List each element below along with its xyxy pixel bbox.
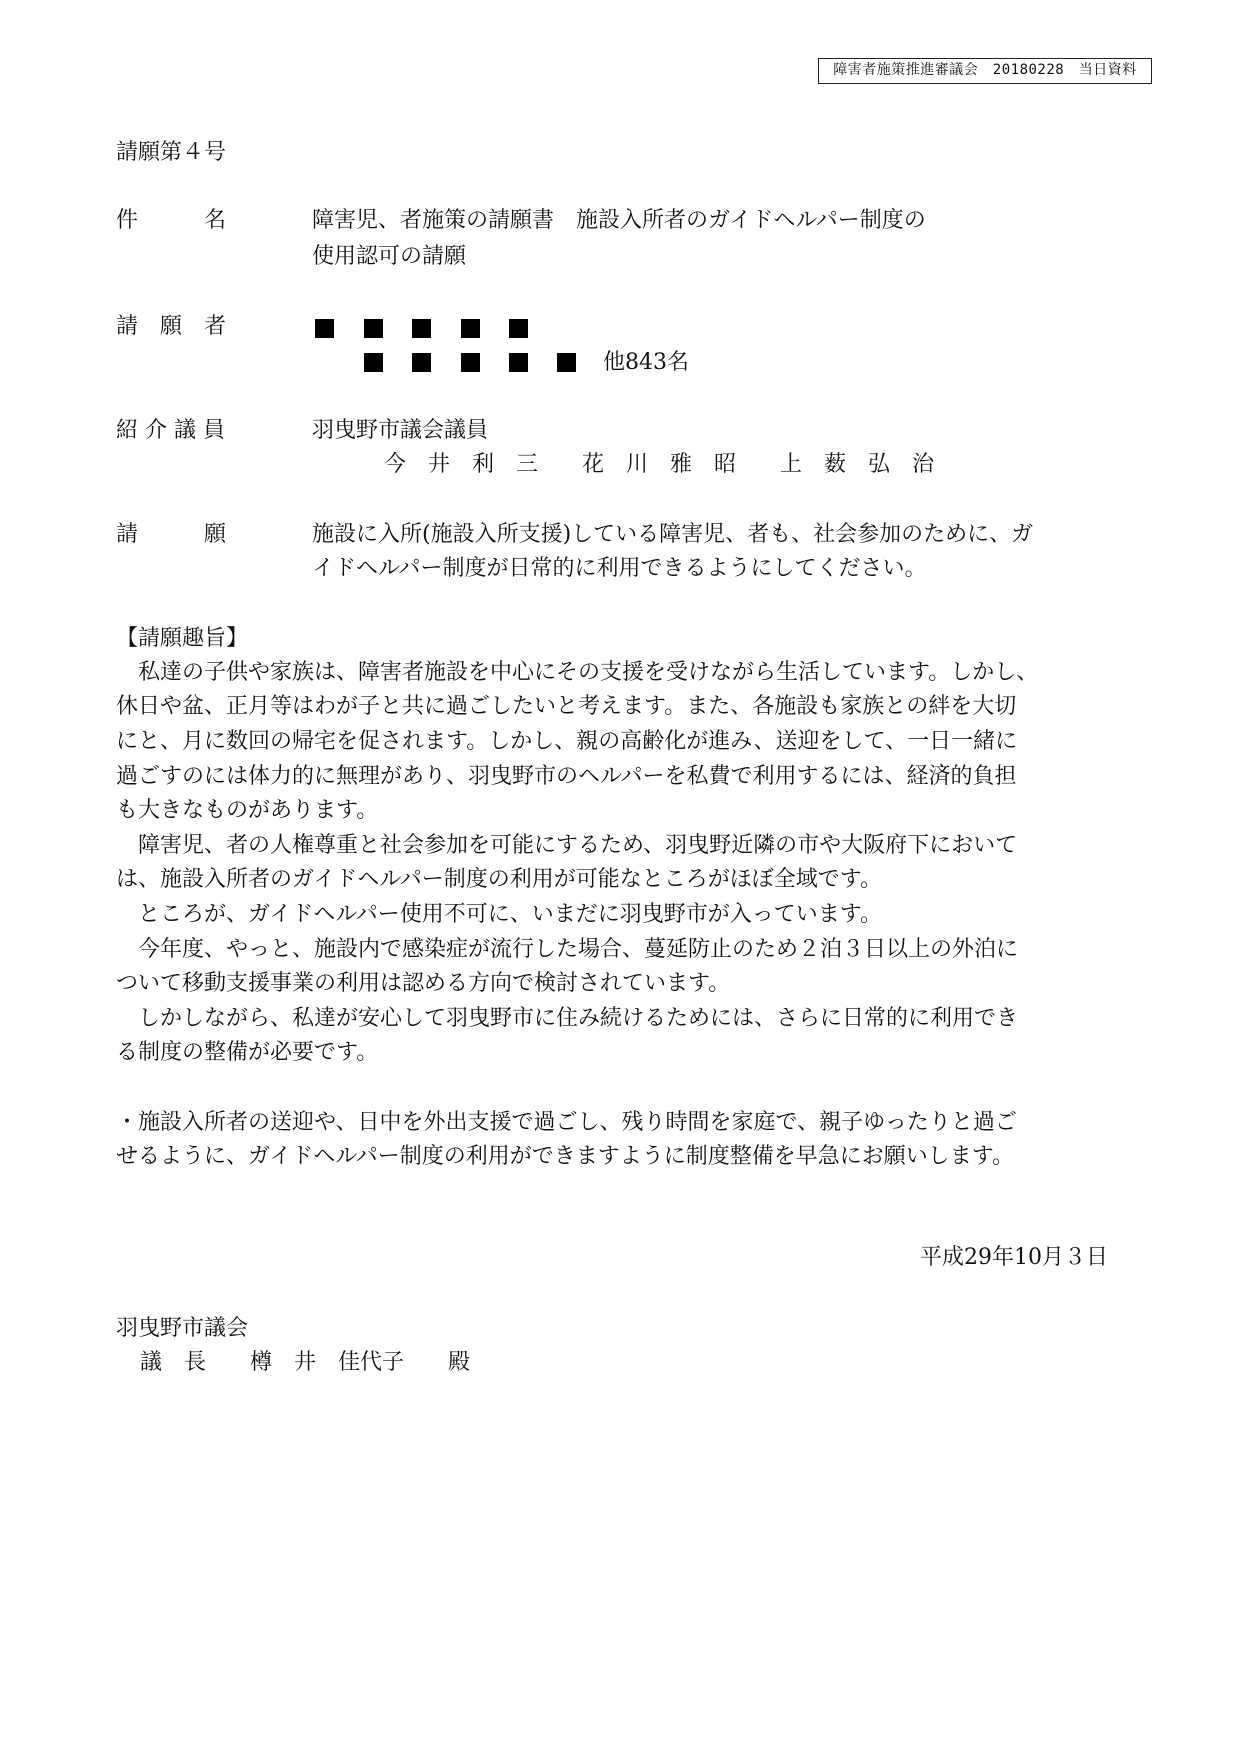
request-line-1: 施設に入所(施設入所支援)している障害児、者も、社会参加のために、ガ bbox=[312, 522, 1034, 547]
petitioner-others: 他843名 bbox=[603, 350, 689, 375]
purpose-line: る制度の整備が必要です。 bbox=[116, 1040, 379, 1065]
purpose-line: 障害児、者の人権尊重と社会参加を可能にするため、羽曳野近隣の市や大阪府下において bbox=[116, 833, 1018, 858]
petition-date: 平成29年10月３日 bbox=[920, 1245, 1108, 1270]
introducer-names: 今 井 利 三 花 川 雅 昭 上 薮 弘 治 bbox=[384, 452, 935, 477]
redaction-block bbox=[412, 353, 431, 372]
purpose-line: も大きなものがあります。 bbox=[116, 798, 379, 823]
purpose-line: 今年度、やっと、施設内で感染症が流行した場合、蔓延防止のため２泊３日以上の外泊に bbox=[116, 937, 1019, 962]
request-bullet-line-1: ・施設入所者の送迎や、日中を外出支援で過ごし、残り時間を家庭で、親子ゆったりと過ご bbox=[116, 1110, 1017, 1135]
redaction-block bbox=[315, 319, 334, 338]
purpose-line: 過ごすのには体力的に無理があり、羽曳野市のヘルパーを私費で利用するには、経済的負担 bbox=[116, 764, 1017, 789]
document-stamp: 障害者施策推進審議会 20180228 当日資料 bbox=[818, 58, 1152, 84]
council-name: 羽曳野市議会 bbox=[116, 1316, 249, 1341]
request-bullet-line-2: せるように、ガイドヘルパー制度の利用ができますように制度整備を早急にお願いします。 bbox=[116, 1144, 1015, 1169]
purpose-line: 休日や盆、正月等はわが子と共に過ごしたいと考えます。また、各施設も家族との絆を大切 bbox=[116, 694, 1017, 719]
purpose-heading: 【請願趣旨】 bbox=[116, 626, 249, 651]
redaction-block bbox=[461, 353, 480, 372]
purpose-line: しかしながら、私達が安心して羽曳野市に住み続けるためには、さらに日常的に利用でき bbox=[116, 1006, 1019, 1031]
redaction-block bbox=[557, 353, 576, 372]
purpose-line: ついて移動支援事業の利用は認める方向で検討されています。 bbox=[116, 971, 731, 996]
addressee: 議 長 樽 井 佳代子 殿 bbox=[140, 1350, 471, 1375]
redaction-block bbox=[364, 319, 383, 338]
redaction-block bbox=[364, 353, 383, 372]
redaction-block bbox=[412, 319, 431, 338]
introducer-line-1: 羽曳野市議会議員 bbox=[312, 418, 489, 443]
subject-line-2: 使用認可の請願 bbox=[312, 244, 467, 269]
purpose-line: にと、月に数回の帰宅を促されます。しかし、親の高齢化が進み、送迎をして、一日一緒に bbox=[116, 729, 1018, 754]
introducer-label: 紹 介 議 員 bbox=[116, 418, 225, 443]
request-line-2: イドヘルパー制度が日常的に利用できるようにしてください。 bbox=[312, 556, 927, 581]
subject-label: 件 名 bbox=[116, 208, 227, 233]
petitioner-label: 請 願 者 bbox=[116, 314, 227, 339]
purpose-line: 私達の子供や家族は、障害者施設を中心にその支援を受けながら生活しています。しかし、 bbox=[116, 660, 1039, 685]
redaction-block bbox=[509, 319, 528, 338]
request-label: 請 願 bbox=[116, 522, 227, 547]
redaction-block bbox=[461, 319, 480, 338]
purpose-line: ところが、ガイドヘルパー使用不可に、いまだに羽曳野市が入っています。 bbox=[116, 902, 883, 927]
petition-number: 請願第４号 bbox=[116, 140, 227, 165]
purpose-line: は、施設入所者のガイドヘルパー制度の利用が可能なところがほぼ全域です。 bbox=[116, 867, 883, 892]
redaction-block bbox=[509, 353, 528, 372]
subject-line-1: 障害児、者施策の請願書 施設入所者のガイドヘルパー制度の bbox=[312, 208, 926, 233]
